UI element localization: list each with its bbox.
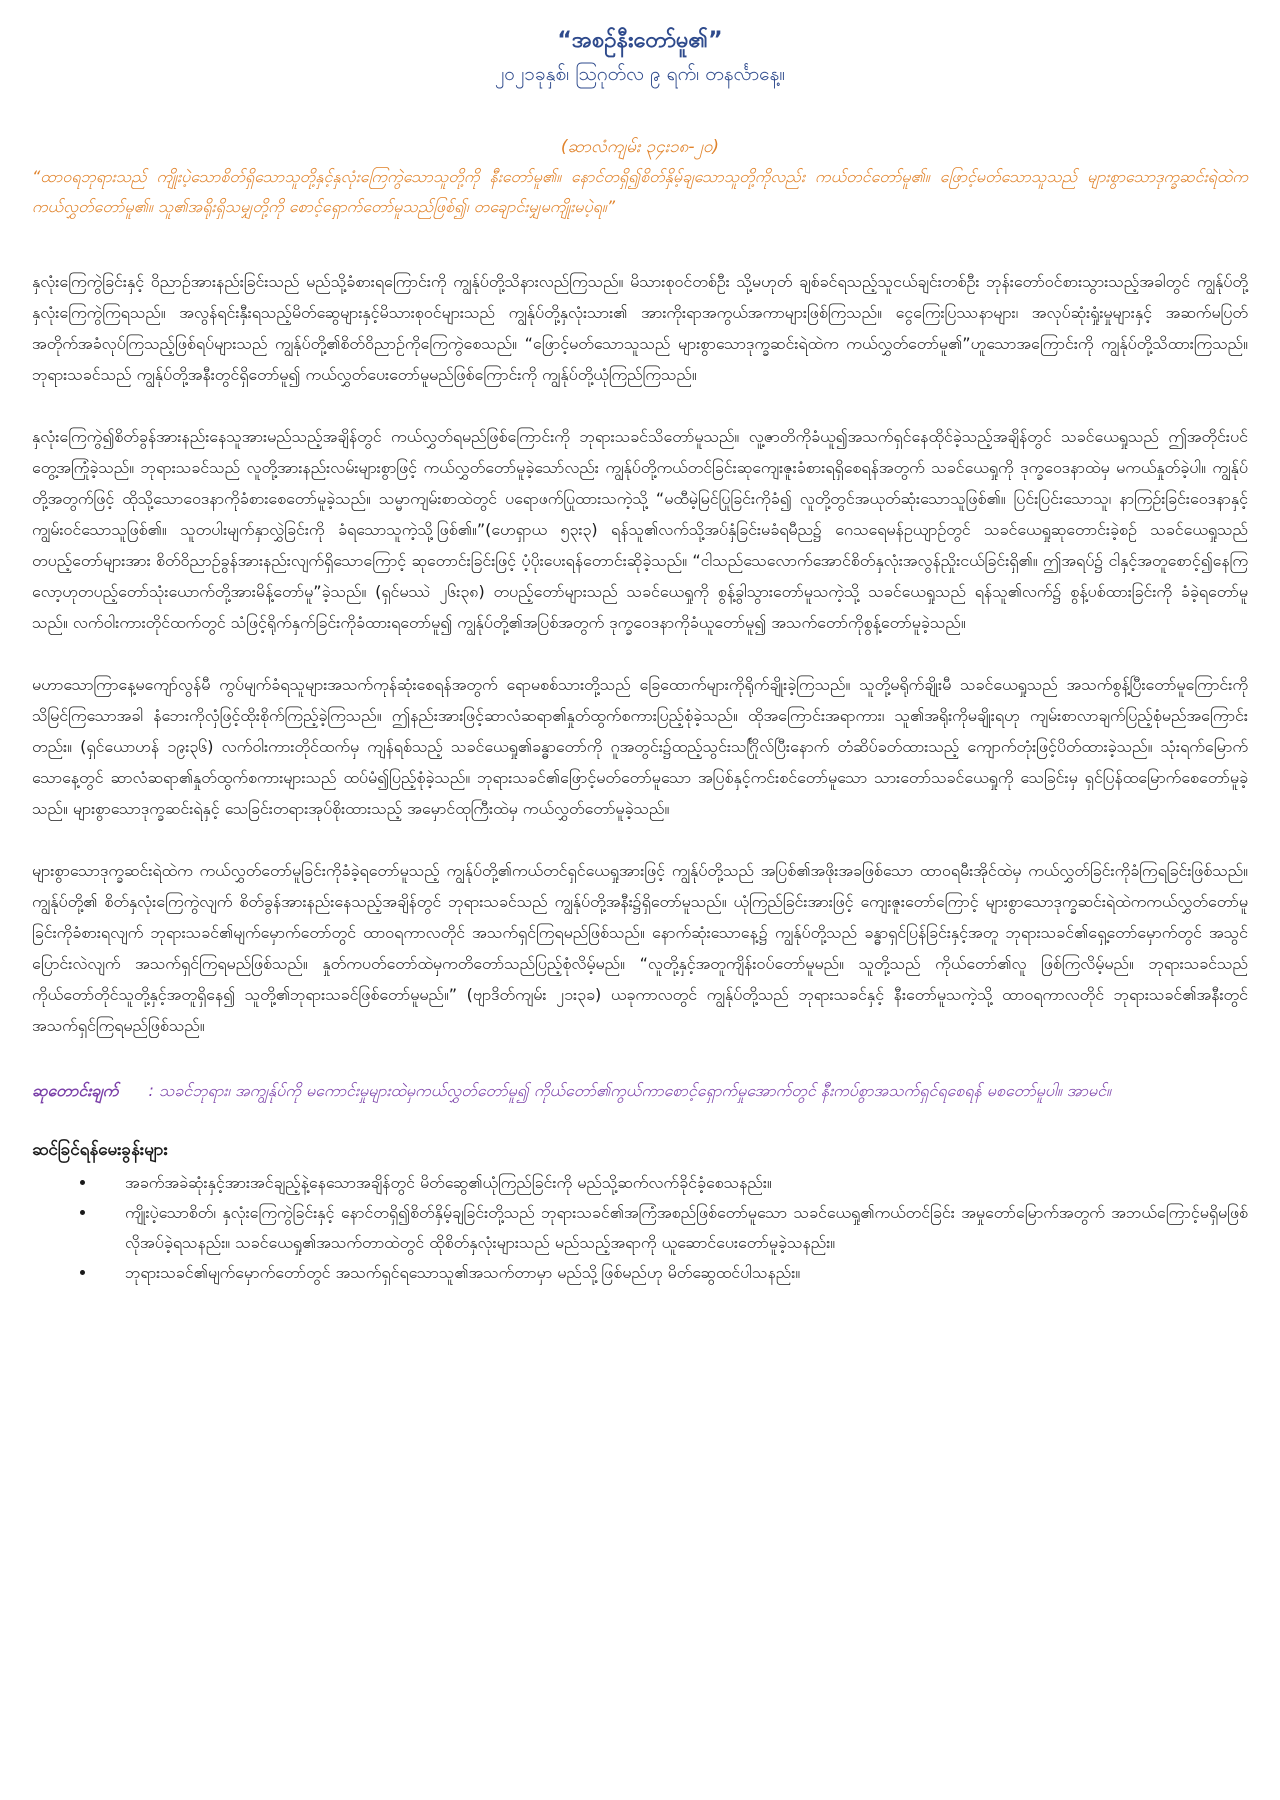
scripture-text: “ထာဝရဘုရားသည် ကျိုးပဲ့သောစိတ်ရှိသောသူတို့နှင့်နှလုံးကြေကွဲသောသူတို့ကို နီးတော်မူ၏။ နောင်တရှိ၍စိတ်နှိမ့်ချသောသူတို့ကိုလည်း ကယ်တင်တော်မူ၏။ ဖြောင့်မတ်သောသူသည် များစွာသောဒုက္ခဆင်းရဲထဲကကယ်လွှတ်တော်မူ၏။ သူ၏အရိုးရှိသမျှတို့ကို စောင့်ရှောက်တော်မူသည်ဖြစ်၍၊ တချောင်းမျှမကျိုးမပဲ့ရ။” (32, 167, 1248, 216)
question-item-2: • ကျိုးပဲ့သောစိတ်၊ နှလုံးကြေကွဲခြင်းနှင့် နောင်တရှိ၍စိတ်နှိမ့်ချခြင်းတို့သည် ဘုရားသခင်၏အကြံအစည်ဖြစ်တော်မူသော သခင်ယေရှု၏ကယ်တင်ခြင်း အမှုတော်မြောက်အတွက် အဘယ်ကြောင့်မရှိမဖြစ်လိုအပ်ခဲ့ရသနည်း။ သခင်ယေရှု၏အသက်တာထဲတွင် ထိုစိတ်နှလုံးများသည် မည်သည့်အရာကို ယူဆောင်ပေးတော်မူခဲ့သနည်း။ (97, 1198, 1248, 1258)
questions-list (32, 1168, 1248, 1288)
questions-heading: ဆင်ခြင်ရန်မေးခွန်းများ (32, 1140, 168, 1160)
scripture-block (32, 134, 1248, 222)
page-date: ၂၀၂၁ခုနှစ်၊ ဩဂုတ်လ ၉ ရက်၊ တနင်္လာနေ့။ (494, 63, 786, 85)
question-item-1: • အခက်အခဲဆုံးနှင့်အားအင်ချည့်နဲ့နေသောအချိန်တွင် မိတ်ဆွေ၏ယုံကြည်ခြင်းကို မည်သို့ဆက်လက်ခိုင်ခံ့စေသနည်း။ (97, 1168, 1248, 1198)
scripture-reference: (ဆာလံကျမ်း ၃၄း၁၈-၂၀) (560, 137, 720, 157)
page-title: “အစဉ်နီးတော်မူ၏” (557, 28, 723, 53)
prayer-block (32, 1075, 1248, 1106)
body-paragraph-4: များစွာသောဒုက္ခဆင်းရဲထဲက ကယ်လွှတ်တော်မူခြင်းကိုခံခဲ့ရတော်မူသည့် ကျွန်ုပ်တို့၏ကယ်တင်ရှင်ယေရှုအားဖြင့် ကျွန်ုပ်တို့သည် အပြစ်၏အဖိုးအခဖြစ်သော ထာဝရမီးအိုင်ထဲမှ ကယ်လွှတ်ခြင်းကိုခံကြရခြင်းဖြစ်သည်။ ကျွန်ုပ်တို့၏ စိတ်နှလုံးကြေကွဲလျက် စိတ်ခွန်အားနည်းနေသည့်အချိန်တွင် ဘုရားသခင်သည် ကျွန်ုပ်တို့အနီး၌ရှိတော်မူသည်။ ယုံကြည်ခြင်းအားဖြင့် ကျေးဇူးတော်ကြောင့် များစွာသောဒုက္ခဆင်းရဲထဲကကယ်လွှတ်တော်မူခြင်းကိုခံစားရလျက် ဘုရားသခင်၏မျက်မှောက်တော်တွင် ထာဝရကာလတိုင် အသက်ရှင်ကြရမည်ဖြစ်သည်။ နောက်ဆုံးသောနေ့၌ ကျွန်ုပ်တို့သည် ခန္ဓာရှင်ပြန်ခြင်းနှင့်အတူ ဘုရားသခင်၏ရှေ့တော်မှောက်တွင် အသွင်ပြောင်းလဲလျက် အသက်ရှင်ကြရမည်ဖြစ်သည်။ နှုတ်ကပတ်တော်ထဲမှကတိတော်သည်ပြည့်စုံလိမ့်မည်။ “လူတို့နှင့်အတူကျိန်းဝပ်တော်မူမည်။ သူတို့သည် ကိုယ်တော်၏လူ ဖြစ်ကြလိမ့်မည်။ ဘုရားသခင်သည် ကိုယ်တော်တိုင်သူတို့နှင့်အတူရှိနေ၍ သူတို့၏ဘုရားသခင်ဖြစ်တော်မူမည်။” (ဗျာဒိတ်ကျမ်း ၂၁း၃ခ) ယခုကာလတွင် ကျွန်ုပ်တို့သည် ဘုရားသခင်နှင့် နီးတော်မူသကဲ့သို့ ထာဝရကာလတိုင် ဘုရားသခင်၏အနီးတွင် အသက်ရှင်ကြရမည်ဖြစ်သည်။ (32, 861, 1248, 1035)
question-item-3: • ဘုရားသခင်၏မျက်မှောက်တော်တွင် အသက်ရှင်ရသောသူ၏အသက်တာမှာ မည်သို့ဖြစ်မည်ဟု မိတ်ဆွေထင်ပါသနည်း။ (97, 1258, 1248, 1288)
prayer-label: ဆုတောင်းချက် (32, 1081, 119, 1100)
prayer-text: : သခင်ဘုရား၊ အကျွန်ုပ်ကို မကောင်းမှုများထဲမှကယ်လွှတ်တော်မူ၍ ကိုယ်တော်၏ကွယ်ကာစောင့်ရှောက်မှုအောက်တွင် နီးကပ်စွာအသက်ရှင်ရစေရန် မစတော်မူပါ။ အာမင်။ (148, 1081, 1111, 1100)
body-paragraph-2: နှလုံးကြေကွဲ၍စိတ်ခွန်အားနည်းနေသူအားမည်သည့်အချိန်တွင် ကယ်လွှတ်ရမည်ဖြစ်ကြောင်းကို ဘုရားသခင်သိတော်မူသည်။ လူ့ဇာတိကိုခံယူ၍အသက်ရှင်နေထိုင်ခဲ့သည့်အချိန်တွင် သခင်ယေရှုသည် ဤအတိုင်းပင်တွေ့အကြုံခဲ့သည်။ ဘုရားသခင်သည် လူတို့အားနည်းလမ်းများစွာဖြင့် ကယ်လွှတ်တော်မူခဲ့သော်လည်း ကျွန်ုပ်တို့ကယ်တင်ခြင်းဆုကျေးဇူးခံစားရရှိစေရန်အတွက် သခင်ယေရှုကို ဒုက္ခဝေဒနာထဲမှ မကယ်နှုတ်ခဲ့ပါ။ ကျွန်ုပ်တို့အတွက်ဖြင့် ထိုသို့သောဝေဒနာကိုခံစားစေတော်မူခဲ့သည်။ သမ္မာကျမ်းစာထဲတွင် ပရောဖက်ပြုထားသကဲ့သို့ “မထီမဲ့မြင်ပြုခြင်းကိုခံ၍ လူတို့တွင်အယုတ်ဆုံးသောသူဖြစ်၏။ ပြင်းပြင်းသောသူ၊ နာကြဉ်းခြင်းဝေဒနာနှင့်ကျွမ်းဝင်သောသူဖြစ်၏။ သူတပါးမျက်နှာလွှဲခြင်းကို ခံရသောသူကဲ့သို့ဖြစ်၏။”(ဟေရှာယ ၅၃း၃) ရန်သူ၏လက်သို့အပ်နှံခြင်းမခံရမီည၌ ဂေသရေမန်ဥယျာဉ်တွင် သခင်ယေရှုဆုတောင်းခဲ့စဉ် သခင်ယေရှုသည် တပည့်တော်များအား စိတ်ဝိညာဉ်ခွန်အားနည်းလျက်ရှိသောကြောင့် ဆုတောင်းခြင်းဖြင့် ပံ့ပိုးပေးရန်တောင်းဆိုခဲ့သည်။ “ငါသည်သေလောက်အောင်စိတ်နှလုံးအလွန်ညှိုးငယ်ခြင်းရှိ၏။ ဤအရပ်၌ ငါနှင့်အတူစောင့်၍နေကြလော့ဟုတပည့်တော်သုံးယောက်တို့အားမိန့်တော်မူ”ခဲ့သည်။ (ရှင်မဿဲ ၂၆း၃၈) တပည့်တော်များသည် သခင်ယေရှုကို စွန့်ခွါသွားတော်မူသကဲ့သို့ သခင်ယေရှုသည် ရန်သူ၏လက်၌ စွန့်ပစ်ထားခြင်းကို ခံခဲ့ရတော်မူသည်။ လက်ဝါးကားတိုင်ထက်တွင် သံဖြင့်ရိုက်နှက်ခြင်းကိုခံထားရတော်မူ၍ ကျွန်ုပ်တို့၏အပြစ်အတွက် ဒုက္ခဝေဒနာကိုခံယူတော်မူ၍ အသက်တော်ကိုစွန့်တော်မူခဲ့သည်။ (32, 427, 1248, 632)
body-paragraph-1: နှလုံးကြေကွဲခြင်းနှင့် ဝိညာဉ်အားနည်းခြင်းသည် မည်သို့ခံစားရကြောင်းကို ကျွန်ုပ်တို့သိနားလည်ကြသည်။ မိသားစုဝင်တစ်ဦး သို့မဟုတ် ချစ်ခင်ရသည့်သူငယ်ချင်းတစ်ဦး ဘုန်းတော်ဝင်စားသွားသည့်အခါတွင် ကျွန်ုပ်တို့နှလုံးကြေကွဲကြရသည်။ အလွန်ရင်းနှီးရသည့်မိတ်ဆွေများနှင့်မိသားစုဝင်များသည် ကျွန်ုပ်တို့နှလုံးသား၏ အားကိုးရာအကွယ်အကာများဖြစ်ကြသည်။ ငွေကြေးပြဿနာများ၊ အလုပ်ဆုံးရှုံးမှုများနှင့် အဆက်မပြတ်အတိုက်အခံလုပ်ကြသည့်ဖြစ်ရပ်များသည် ကျွန်ုပ်တို့၏စိတ်ဝိညာဉ်ကိုကြေကွဲစေသည်။ “ဖြောင့်မတ်သောသူသည် များစွာသောဒုက္ခဆင်းရဲထဲက ကယ်လွှတ်တော်မူ၏”ဟူသောအကြောင်းကို ကျွန်ုပ်တို့သိထားကြသည်။ ဘုရားသခင်သည် ကျွန်ုပ်တို့အနီးတွင်ရှိတော်မူ၍ ကယ်လွှတ်ပေးတော်မူမည်ဖြစ်ကြောင်းကို ကျွန်ုပ်တို့ယုံကြည်ကြသည်။ (32, 272, 1248, 384)
body-paragraph-3: မဟာသောကြာနေ့မကျော်လွန်မီ ကွပ်မျက်ခံရသူများအသက်ကုန်ဆုံးစေရန်အတွက် ရောမစစ်သားတို့သည် ခြေထောက်များကိုရိုက်ချိုးခဲ့ကြသည်။ သူတို့မရိုက်ချိုးမီ သခင်ယေရှုသည် အသက်စွန့်ပြီးတော်မူကြောင်းကို သိမြင်ကြသောအခါ နံဘေးကိုလှံဖြင့်ထိုးစိုက်ကြည့်ခဲ့ကြသည်။ ဤနည်းအားဖြင့်ဆာလံဆရာ၏နှုတ်ထွက်စကားပြည့်စုံခဲ့သည်။ ထိုအကြောင်းအရာကား၊ သူ၏အရိုးကိုမချိုးရဟု ကျမ်းစာလာချက်ပြည့်စုံမည်အကြောင်းတည်း။ (ရှင်ယောဟန် ၁၉း၃၆) လက်ဝါးကားတိုင်ထက်မှ ကျန်ရစ်သည့် သခင်ယေရှု၏ခန္ဓာတော်ကို ဂူအတွင်း၌ထည့်သွင်းသင်္ဂြိုလ်ပြီးနောက် တံဆိပ်ခတ်ထားသည့် ကျောက်တုံးဖြင့်ပိတ်ထားခဲ့သည်။ သုံးရက်မြောက်သောနေ့တွင် ဆာလံဆရာ၏နှုတ်ထွက်စကားများသည် ထပ်မံ၍ပြည့်စုံခဲ့သည်။ ဘုရားသခင်၏ဖြောင့်မတ်တော်မူသော အပြစ်နှင့်ကင်းစင်တော်မူသော သားတော်သခင်ယေရှုကို သေခြင်းမှ ရှင်ပြန်ထမြောက်စေတော်မူခဲ့သည်။ များစွာသောဒုက္ခဆင်းရဲနှင့် သေခြင်းတရားအုပ်စိုးထားသည့် အမှောင်ထုကြီးထဲမှ ကယ်လွှတ်တော်မူခဲ့သည်။ (32, 675, 1248, 818)
